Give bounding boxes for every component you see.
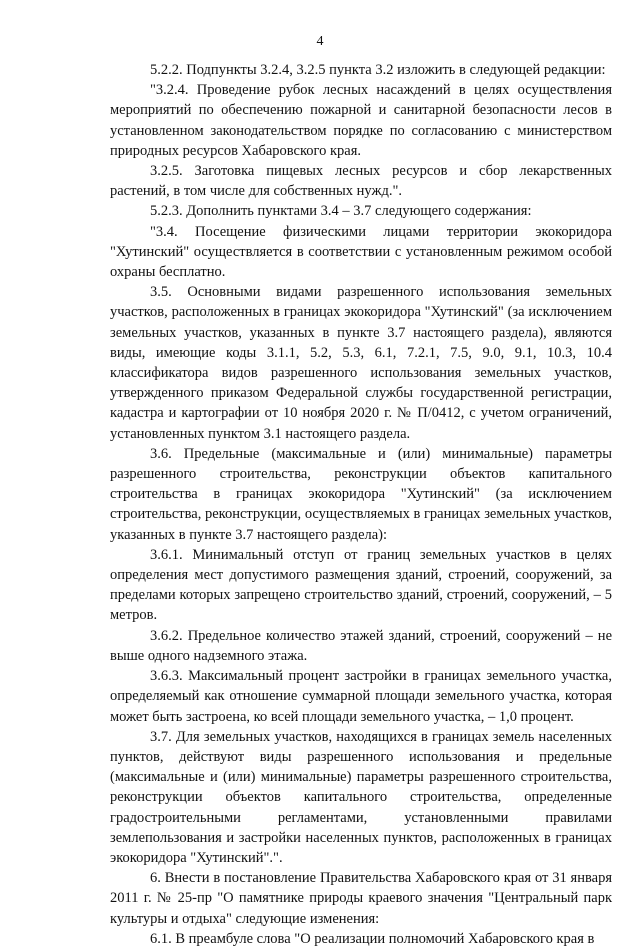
paragraph-6: 6. Внести в постановление Правительства Хабаровского края от 31 января 2011 г. № 25-пр "О памятнике природы краевого значения "Центральный парк культуры и отдыха" следующие изменения: [110, 870, 612, 927]
page-number: 4 [316, 34, 324, 49]
paragraph-3-2-4: "3.2.4. Проведение рубок лесных насаждений в целях осуществления мероприятий по обеспечению пожарной и санитарной безопасности лесов в установленном законодательством порядке по согласованию с министерством природных ресурсов Хабаровского края. [110, 82, 612, 159]
paragraph-3-2-5: 3.2.5. Заготовка пищевых лесных ресурсов и сбор лекарственных растений, в том числе для собственных нужд.". [110, 163, 612, 200]
paragraph-3-7: 3.7. Для земельных участков, находящихся в границах земель населенных пунктов, действуют виды разрешенного использования и предельные (максимальные и (или) минимальные) параметры разрешенного строительства, реконструкции объектов капитального строительства, определенные градостроительными регламентами, установленными правилами землепользования и застройки населенных пунктов, расположенных в границах экокоридора "Хутинский".". [110, 728, 612, 866]
paragraph-3-6: 3.6. Предельные (максимальные и (или) минимальные) параметры разрешенного строительства, реконструкции объектов капитального строительства в границах экокоридора "Хутинский" (за исключением строительства, реконструкции, осуществляемых в границах земельных участков, указанных в пункте 3.7 настоящего раздела): [110, 445, 612, 543]
paragraph-5-2-3: 5.2.3. Дополнить пунктами 3.4 – 3.7 следующего содержания: [150, 203, 532, 220]
paragraph-6-1: 6.1. В преамбуле слова "О реализации полномочий Хабаровского края в [150, 930, 595, 947]
paragraph-3-6-2: 3.6.2. Предельное количество этажей зданий, строений, сооружений – не выше одного надземного этажа. [110, 627, 612, 664]
paragraph-3-4: "3.4. Посещение физическими лицами территории экокоридора "Хутинский" осуществляется в соответствии с установленным режимом особой охраны бесплатно. [110, 223, 612, 281]
paragraph-3-6-1: 3.6.1. Минимальный отступ от границ земельных участков в целях определения мест допустимого размещения зданий, строений, сооружений, за пределами которых запрещено строительство зданий, строений, сооружений, – 5 метров. [110, 546, 612, 624]
paragraph-5-2-2: 5.2.2. Подпункты 3.2.4, 3.2.5 пункта 3.2 изложить в следующей редакции: [150, 62, 606, 78]
document-body [110, 60, 612, 949]
paragraph-3-5: 3.5. Основными видами разрешенного использования земельных участков, расположенных в границах экокоридора "Хутинский" (за исключением земельных участков, указанных в пункте 3.7 настоящего раздела), являются виды, имеющие коды 3.1.1, 5.2, 5.3, 6.1, 7.2.1, 7.5, 9.0, 9.1, 10.3, 10.4 классификатора видов разрешенного использования земельных участков, утвержденного приказом Федеральной службы государственной регистрации, кадастра и картографии от 10 ноября 2020 г. № П/0412, с учетом ограничений, установленных пунктом 3.1 настоящего раздела. [110, 284, 612, 442]
paragraph-3-6-3: 3.6.3. Максимальный процент застройки в границах земельного участка, определяемый как отношение суммарной площади земельного участка, которая может быть застроена, ко всей площади земельного участка, – 1,0 процент. [110, 668, 612, 725]
